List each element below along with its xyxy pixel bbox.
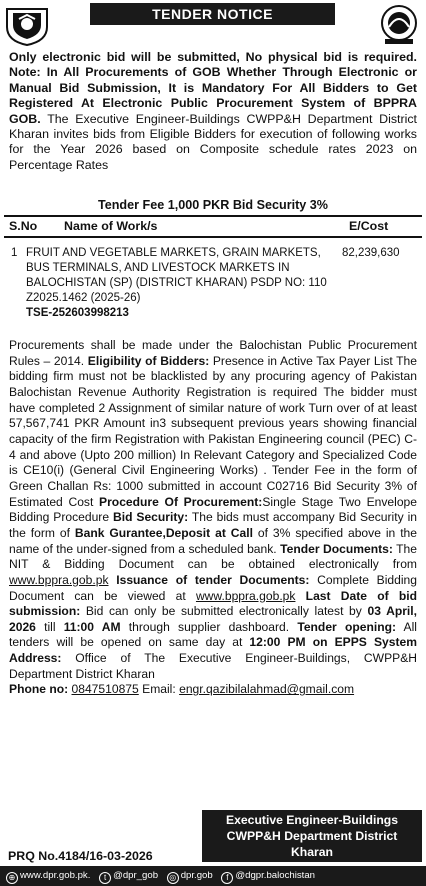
text-segment: All tenders will be opened on same day at xyxy=(9,619,417,650)
heading-eligibility: Eligibility of Bidders: xyxy=(87,353,210,368)
row-work-name-text: FRUIT AND VEGETABLE MARKETS, GRAIN MARKETS, BUS TERMINALS, AND LIVESTOCK MARKETS IN BALOCHISTAN (SP) (DISTRICT KHARAN) PSDP NO: 110 Z2025.1462 (2025-26) xyxy=(26,247,327,304)
prq-number: PRQ No.4184/16-03-2026 xyxy=(8,849,153,863)
signatory-line: Kharan xyxy=(291,845,333,859)
row-work-name xyxy=(26,246,336,321)
email-link[interactable]: engr.qazibilalahmad@gmail.com xyxy=(179,682,355,697)
instagram-link[interactable] xyxy=(167,866,213,886)
table-top-rule xyxy=(4,215,422,217)
signatory-line: Executive Engineer-Buildings xyxy=(225,813,399,827)
phone-label: Phone no: xyxy=(9,682,69,697)
email-label: Email: xyxy=(138,682,180,697)
intro-text: The Executive Engineer-Buildings CWPP&H Department District Kharan invites bids from Eligible Bidders for execution of following works for the Year 2026 based on Composite schedule rates 2023 on Percentage Rates xyxy=(9,111,417,172)
text-segment: till xyxy=(35,619,64,634)
social-label: @dpr_gob xyxy=(113,870,159,881)
col-header-sno: S.No xyxy=(9,219,38,233)
text-segment: The NIT & Bidding Document can be obtained electronically from xyxy=(9,541,417,572)
text-segment: Office of The Executive Engineer-Buildings, CWPP&H Department District Kharan xyxy=(9,651,417,681)
heading-issuance: Issuance of tender Documents: xyxy=(108,572,310,587)
row-tse-number: TSE-252603998213 xyxy=(26,307,129,319)
text-segment: The bids must accompany Bid Security in the form of xyxy=(9,510,417,540)
government-emblem-right-icon xyxy=(375,3,423,47)
text-segment: Procurements shall be made under the Balochistan Public Procurement Rules – 2014. xyxy=(9,338,417,368)
social-label: @dgpr.balochistan xyxy=(235,870,316,881)
bppra-link[interactable]: www.bppra.gob.pk xyxy=(9,572,109,587)
page-title: TENDER NOTICE xyxy=(90,3,335,25)
text-segment: Presence in Active Tax Payer List The bidding firm must not be blacklisted by any procuring agency of Pakistan Balochistan Revenue Authority Registration is required The bidder must have completed 2 Assignment of similar nature of work Turn over of at least 57,567,741 PKR Amount in3 subsequent previous years showing financial capacity of the firm Registration with Pakistan Engineering council (PEC) C-4 and above (Upto 200 million) In Relevant Category and Specialized Code is CE10(i) (General Civil Engineering Works) . Tender Fee in the form of Green Challan Rs: 1000 submitted in account C02716 Bid Security 3% of Estimated Cost xyxy=(9,353,417,509)
header xyxy=(0,0,426,52)
tender-details-paragraph xyxy=(9,338,417,698)
government-emblem-left-icon xyxy=(3,3,51,47)
twitter-link[interactable] xyxy=(99,866,158,886)
signatory-box xyxy=(202,810,422,862)
text-segment: of 3% specified above in the name of the under-signed from a scheduled bank. xyxy=(9,525,417,556)
facebook-icon: f xyxy=(221,872,233,884)
col-header-cost: E/Cost xyxy=(349,219,389,233)
table-header-rule xyxy=(4,236,422,238)
social-label: www.dpr.gob.pk. xyxy=(20,870,91,881)
submission-date: 03 April, 2026 xyxy=(9,604,418,634)
bank-guarantee-text: Bank Gurantee,Deposit at Call xyxy=(74,525,253,540)
text-segment: Single Stage Two Envelope Bidding Procedure xyxy=(9,494,418,525)
heading-tender-documents: Tender Documents: xyxy=(280,541,393,556)
social-footer-bar xyxy=(0,866,426,886)
heading-bid-security: Bid Security: xyxy=(112,510,189,525)
facebook-link[interactable] xyxy=(221,866,315,886)
twitter-icon: t xyxy=(99,872,111,884)
instagram-icon: ◎ xyxy=(167,872,179,884)
heading-tender-opening: Tender opening: xyxy=(297,619,397,634)
intro-paragraph xyxy=(9,50,417,173)
tender-fee-line: Tender Fee 1,000 PKR Bid Security 3% xyxy=(97,198,329,212)
submission-time: 11:00 AM xyxy=(63,619,121,634)
phone-number[interactable]: 0847510875 xyxy=(71,682,139,697)
social-label: dpr.gob xyxy=(180,870,213,881)
row-sno: 1 xyxy=(11,247,18,259)
row-estimated-cost: 82,239,630 xyxy=(342,247,400,259)
col-header-name: Name of Work/s xyxy=(64,219,158,233)
text-segment: through supplier dashboard. xyxy=(120,619,298,634)
heading-procedure: Procedure Of Procurement: xyxy=(99,494,263,509)
heading-last-date: Last Date of bid submission: xyxy=(9,588,417,619)
text-segment: Complete Bidding Document can be viewed at xyxy=(9,572,417,603)
globe-icon: ⊕ xyxy=(6,872,18,884)
bppra-link[interactable]: www.bppra.gob.pk xyxy=(195,588,296,603)
signatory-line: CWPP&H Department District xyxy=(226,829,398,843)
website-link[interactable] xyxy=(6,866,90,886)
intro-bold-text: Only electronic bid will be submitted, No physical bid is required. Note: In All Procurements of GOB Whether Through Electronic or Manual Bid Submission, It is Mandatory For All Bidders to Get Registered At Electronic Public Procurement System of BPPRA GOB. xyxy=(9,50,417,126)
works-table xyxy=(4,215,422,338)
text-segment: Bid can only be submitted electronically latest by xyxy=(80,604,368,619)
opening-time: 12:00 PM on EPPS System Address: xyxy=(9,635,417,666)
